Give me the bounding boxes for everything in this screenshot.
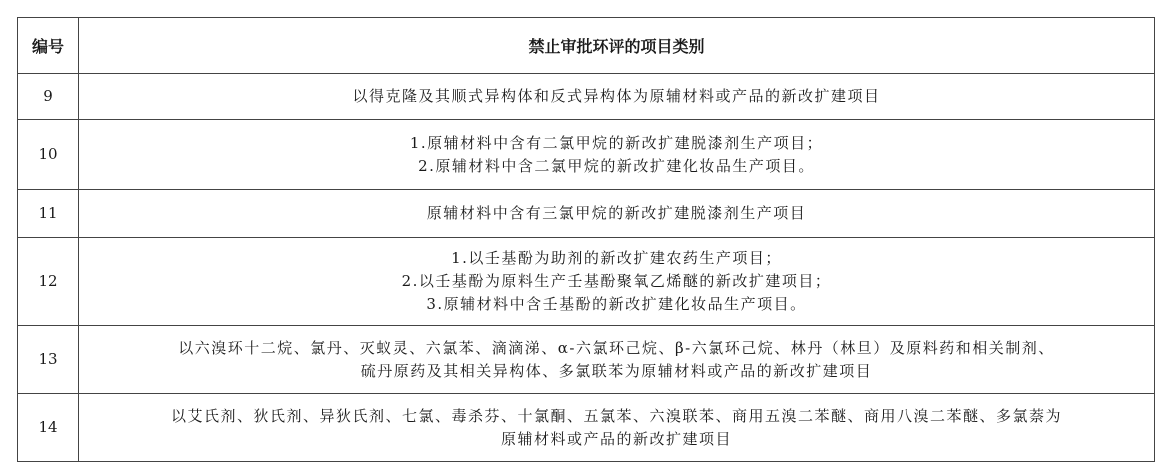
header-number: 编号 <box>18 18 79 74</box>
row-category <box>79 120 1155 190</box>
row-number: 14 <box>18 394 79 462</box>
category-line: 1.原辅材料中含有二氯甲烷的新改扩建脱漆剂生产项目； <box>409 133 824 152</box>
table-row <box>18 394 1155 462</box>
row-number: 11 <box>18 190 79 238</box>
category-line: 2.以壬基酚为原料生产壬基酚聚氧乙烯醚的新改扩建项目； <box>401 272 832 290</box>
table-row <box>18 120 1155 190</box>
row-category <box>79 326 1155 394</box>
row-category <box>79 190 1155 238</box>
table-row <box>18 238 1155 326</box>
row-number: 13 <box>18 326 79 394</box>
category-line: 1.以壬基酚为助剂的新改扩建农药生产项目； <box>451 249 782 267</box>
row-number: 9 <box>18 74 79 120</box>
row-category <box>79 74 1155 120</box>
category-line: 以得克隆及其顺式异构体和反式异构体为原辅材料或产品的新改扩建项目 <box>352 87 881 105</box>
prohibited-projects-table <box>17 17 1155 462</box>
category-line: 原辅材料中含有三氯甲烷的新改扩建脱漆剂生产项目 <box>426 204 807 222</box>
category-line: 以六溴环十二烷、氯丹、灭蚁灵、六氯苯、滴滴涕、α-六氯环己烷、β-六氯环己烷、林丹（林旦）及原料药和相关制剂、 <box>178 338 1055 357</box>
category-line: 原辅材料或产品的新改扩建项目 <box>500 429 732 448</box>
category-line: 以艾氏剂、狄氏剂、异狄氏剂、七氯、毒杀芬、十氯酮、五氯苯、六溴联苯、商用五溴二苯醚、商用八溴二苯醚、多氯萘为 <box>170 406 1062 425</box>
table-row <box>18 74 1155 120</box>
category-line: 2.原辅材料中含二氯甲烷的新改扩建化妆品生产项目。 <box>418 156 815 175</box>
table-header-row <box>18 18 1155 74</box>
category-line: 硫丹原药及其相关异构体、多氯联苯为原辅材料或产品的新改扩建项目 <box>360 361 873 380</box>
row-category <box>79 394 1155 462</box>
header-category: 禁止审批环评的项目类别 <box>79 18 1155 74</box>
row-number: 12 <box>18 238 79 326</box>
row-category <box>79 238 1155 326</box>
row-number: 10 <box>18 120 79 190</box>
category-line: 3.原辅材料中含壬基酚的新改扩建化妆品生产项目。 <box>426 295 807 313</box>
table-row <box>18 190 1155 238</box>
table-row <box>18 326 1155 394</box>
